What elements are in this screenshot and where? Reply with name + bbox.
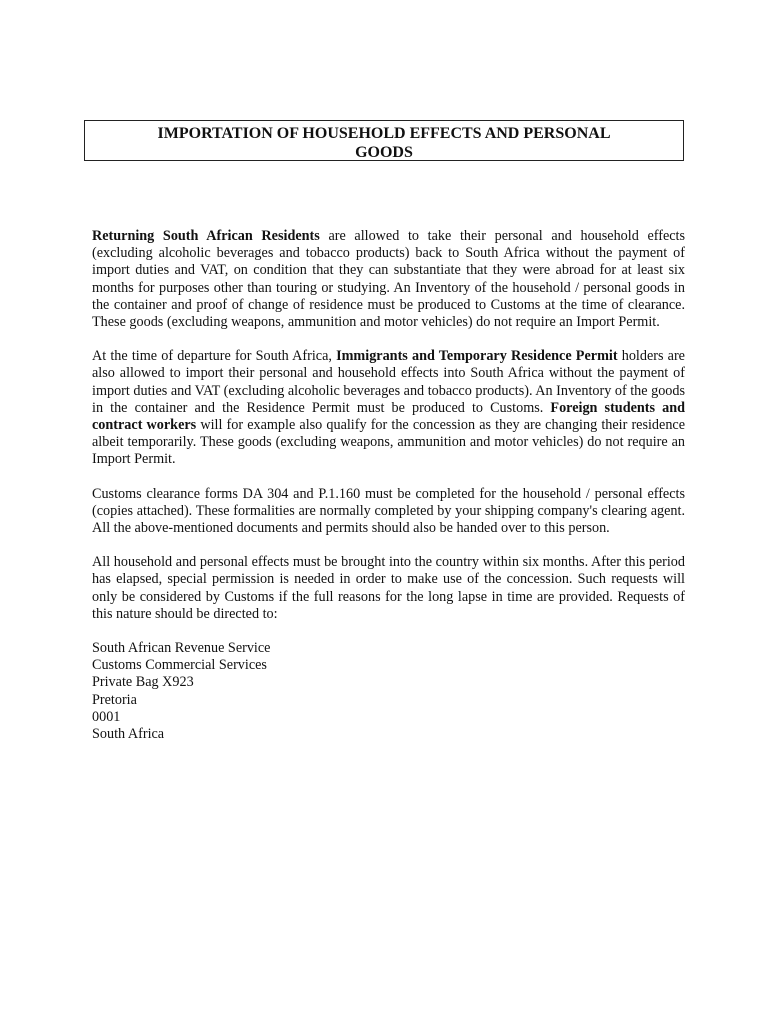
- document-body: [92, 228, 685, 743]
- bold-foreign-students: Foreign students and contract workers: [92, 399, 685, 434]
- paragraph-immigrants: [92, 348, 685, 468]
- text-returning-residents: are allowed to take their personal and household effects (excluding alcoholic beverages and tobacco products) back to South Africa without the payment of import duties and VAT, on condition that they can substantiate that they were abroad for at least six months for purposes other than touring or studying. An Inventory of the household / personal goods in the container and proof of change of residence must be produced to Customs at the time of clearance. These goods (excluding weapons, ammunition and motor vehicles) do not require an Import Permit.: [92, 228, 685, 331]
- paragraph-clearance-forms: Customs clearance forms DA 304 and P.1.160 must be completed for the household / personal effects (copies attached). These formalities are normally completed by your shipping company's clearing agent. All the above-mentioned documents and permits should also be handed over to this person.: [92, 485, 685, 537]
- postal-address: [92, 640, 685, 743]
- address-line-3: Private Bag X923: [92, 674, 194, 691]
- paragraph-returning-residents: [92, 228, 685, 331]
- title-line-2: GOODS: [355, 144, 413, 161]
- bold-immigrants: Immigrants and Temporary Residence Permit: [336, 348, 618, 365]
- address-line-6: South Africa: [92, 726, 165, 743]
- address-line-1: South African Revenue Service: [92, 640, 271, 657]
- text-immigrants-end: will for example also qualify for the concession as they are changing their residence albeit temporarily. These goods (excluding weapons, ammunition and motor vehicles) do not require an Import Permit.: [92, 417, 686, 468]
- address-line-2: Customs Commercial Services: [92, 657, 267, 674]
- text-immigrants-intro: At the time of departure for South Africa,: [92, 348, 337, 365]
- address-line-4: Pretoria: [92, 691, 137, 708]
- text-immigrants-body: holders are also allowed to import their personal and household effects into South Africa without the payment of import duties and VAT (excluding alcoholic beverages and tobacco products). An Inventory of the goods in the container and the Residence Permit must be produced to Customs.: [92, 348, 685, 416]
- address-line-5: 0001: [92, 708, 121, 725]
- paragraph-time-limit: All household and personal effects must be brought into the country within six months. After this period has elapsed, special permission is needed in order to make use of the concession. Such requests will only be considered by Customs if the full reasons for the long lapse in time are provided. Requests of this nature should be directed to:: [92, 554, 685, 622]
- title-line-1: IMPORTATION OF HOUSEHOLD EFFECTS AND PERSONAL: [157, 125, 611, 142]
- document-title: [84, 120, 684, 161]
- bold-returning-residents: Returning South African Residents: [92, 228, 320, 244]
